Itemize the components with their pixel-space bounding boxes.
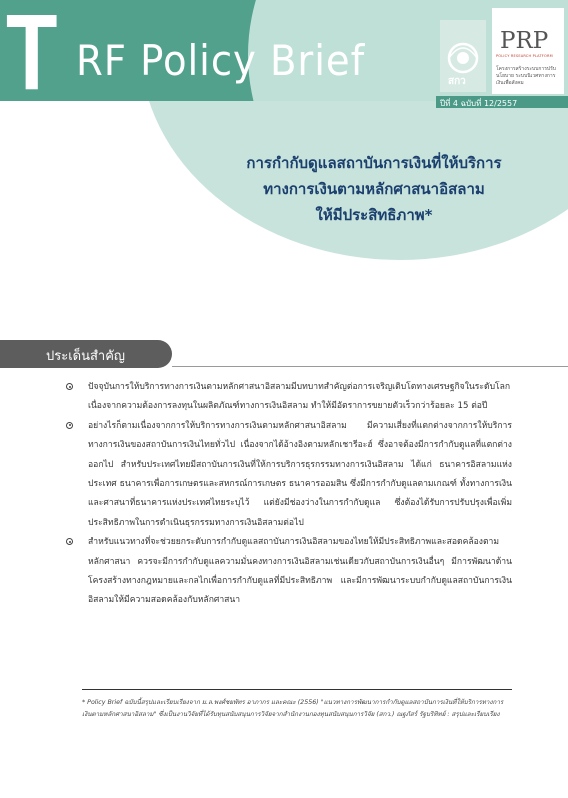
- title-line-2: ทางการเงินตามหลักศาสนาอิสลาม: [263, 180, 485, 198]
- bullet-icon: [66, 383, 73, 390]
- logo-wordmark: RF Policy Brief: [76, 36, 366, 85]
- key-points-list: [60, 378, 512, 611]
- title-line-1: การกำกับดูแลสถาบันการเงินที่ให้บริการ: [246, 154, 502, 172]
- list-item: [60, 533, 512, 611]
- footnote-divider: [82, 689, 512, 690]
- bullet-icon: [66, 422, 73, 429]
- list-item-text: ปัจจุบันการให้บริการทางการเงินตามหลักศาสนาอิสลามมีบทบาทสำคัญต่อการเจริญเติบโตทางเศรษฐกิจในระดับโลก เนื่องจากความต้องการลงทุนในผลิตภัณฑ์ทางการเงินอิสลาม ทำให้มีอัตราการขยายตัวเร็วกว่าร้อยละ 15 ต่อปี: [88, 382, 511, 412]
- footnote: * Policy Brief ฉบับนี้สรุปและเรียบเรียงจาก ม.ล.พงศ์ชยพัทร อาภากร และคณะ (2556) "แนวทางการพัฒนาการกำกับดูแลสถาบันการเงินที่ให้บริการทางการเงินตามหลักศาสนาอิสลาม" ซึ่งเป็นงานวิจัยที่ได้รับทุนสนับสนุนการวิจัยจากสำนักงานกองทุนสนับสนุนการวิจัย (สกว.) ณฐภัสร์ รัฐบริทิทย์ : สรุปและเรียบเรียง: [82, 699, 504, 718]
- list-item: [60, 378, 512, 417]
- prp-thai-text: โครงการสร้างระบบการปรับนโยบาย ระบบนิเวศทางการเงินเพื่อสังคม: [496, 66, 556, 86]
- prp-tagline: POLICY RESEARCH PLATFORM: [496, 54, 553, 58]
- title-line-3: ให้มีประสิทธิภาพ*: [315, 206, 433, 224]
- prp-logo: [492, 8, 564, 94]
- list-item: [60, 417, 512, 533]
- section-label: ประเด็นสำคัญ: [46, 349, 125, 364]
- list-item-text: สำหรับแนวทางที่จะช่วยยกระดับการกำกับดูแลสถาบันการเงินอิสลามของไทยให้มีประสิทธิภาพและสอดคล้องตามหลักศาสนา ควรจะมีการกำกับดูแลความมั่นคงทางการเงินอิสลามเช่นเดียวกับสถาบันการเงินอื่นๆ มีการพัฒนาด้านโครงสร้างทางกฎหมายและกลไกเพื่อการกำกับดูแลที่มีประสิทธิภาพ และมีการพัฒนาระบบกำกับดูแลสถาบันการเงินอิสลามให้มีความสอดคล้องกับหลักศาสนา: [88, 537, 512, 606]
- section-header-key-points: [0, 340, 172, 368]
- page-title: [196, 150, 552, 228]
- section-divider: [172, 366, 568, 367]
- bullet-icon: [66, 538, 73, 545]
- prp-logo-letters: PRP: [500, 28, 549, 54]
- trf-emblem-label: สกว: [448, 76, 466, 87]
- masthead: [0, 0, 568, 101]
- logo-letter-t: T: [6, 0, 58, 101]
- list-item-text: อย่างไรก็ตามเนื่องจากการให้บริการทางการเงินตามหลักศาสนาอิสลาม มีความเสี่ยงที่แตกต่างจากการให้บริการทางการเงินของสถาบันการเงินไทยทั่วไป เนื่องจากได้อ้างอิงตามหลักเชารีอะฮ์ ซึ่งอาจต้องมีการกำกับดูแลที่แตกต่างออกไป สำหรับประเทศไทยมีสถาบันการเงินที่ให้การบริการธุรกรรมทางการเงินอิสลาม ได้แก่ ธนาคารอิสลามแห่งประเทศ ธนาคารเพื่อการเกษตรและสหกรณ์การเกษตร ธนาคารออมสิน ซึ่งมีการกำกับดูแลตามเกณฑ์ ทั้งทางการเงินและศาสนาที่ธนาคารแห่งประเทศไทยระบุไว้ แต่ยังมีช่องว่างในการกำกับดูแล ซึ่งต้องได้รับการปรับปรุงเพื่อเพิ่มประสิทธิภาพในการดำเนินธุรกรรมทางการเงินอิสลามต่อไป: [88, 420, 512, 528]
- issue-number: ปีที่ 4 ฉบับที่ 12/2557: [440, 99, 518, 108]
